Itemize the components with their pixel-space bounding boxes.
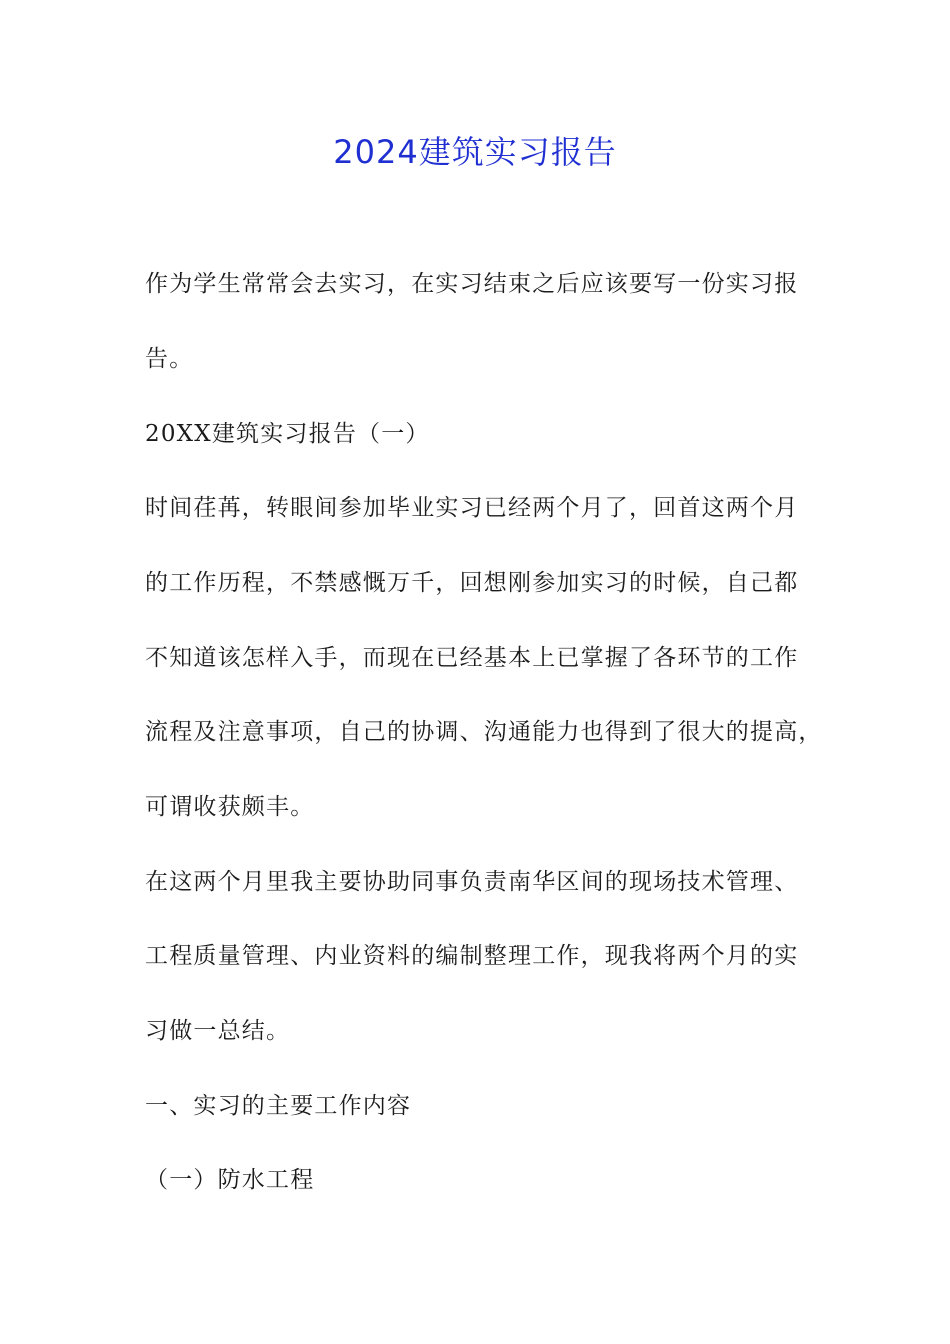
body-line-p2-2: 工程质量管理、内业资料的编制整理工作，现我将两个月的实 xyxy=(145,943,799,969)
body-line-p2-1: 在这两个月里我主要协助同事负责南华区间的现场技术管理、 xyxy=(145,869,799,895)
body-line-intro-1: 作为学生常常会去实习，在实习结束之后应该要写一份实习报 xyxy=(145,271,799,297)
body-line-p1-3: 不知道该怎样入手，而现在已经基本上已掌握了各环节的工作 xyxy=(145,645,799,671)
body-line-p2-3: 习做一总结。 xyxy=(145,1018,291,1044)
section-heading-report-1: 20XX建筑实习报告（一） xyxy=(145,421,430,447)
body-line-p1-4: 流程及注意事项，自己的协调、沟通能力也得到了很大的提高， xyxy=(145,719,823,745)
body-line-p1-1: 时间荏苒，转眼间参加毕业实习已经两个月了，回首这两个月 xyxy=(145,495,799,521)
section-heading-main-work: 一、实习的主要工作内容 xyxy=(145,1093,412,1119)
body-line-p1-2: 的工作历程，不禁感慨万千，回想刚参加实习的时候，自己都 xyxy=(145,570,799,596)
subsection-heading-waterproofing: （一）防水工程 xyxy=(145,1167,315,1193)
body-line-intro-2: 告。 xyxy=(145,346,194,372)
document-title: 2024建筑实习报告 xyxy=(333,133,617,171)
body-line-p1-5: 可谓收获颇丰。 xyxy=(145,794,315,820)
